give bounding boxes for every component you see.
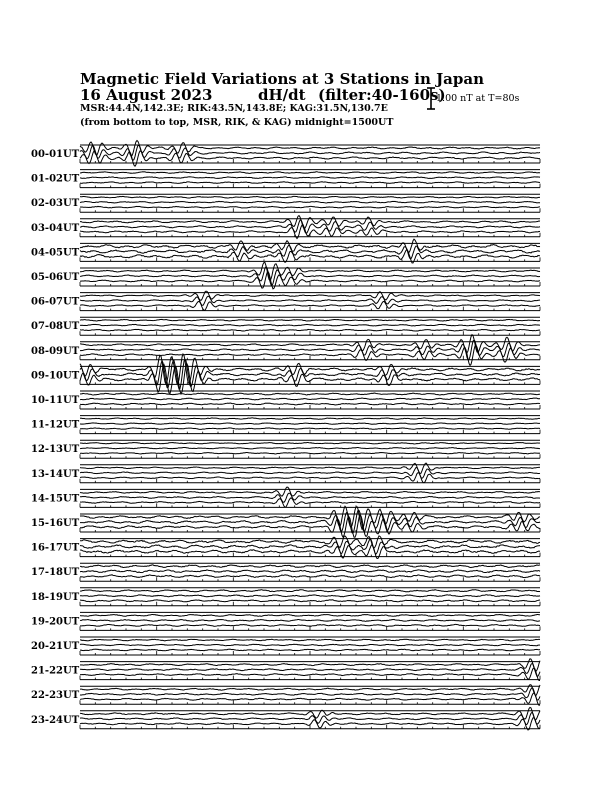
minute-ticks <box>80 454 540 458</box>
trace-rik <box>80 398 540 400</box>
trace-msr <box>80 649 540 651</box>
minute-ticks <box>80 159 540 163</box>
minute-ticks <box>80 356 540 360</box>
minute-ticks <box>80 700 540 704</box>
hour-rows <box>31 141 540 730</box>
trace-msr <box>80 600 540 602</box>
scale-bar <box>427 88 435 109</box>
minute-ticks <box>80 282 540 286</box>
trace-kag <box>80 506 540 529</box>
minute-ticks <box>80 651 540 655</box>
hour-row <box>31 440 540 458</box>
hour-label: 16-17UT <box>31 542 80 554</box>
minute-ticks <box>80 479 540 483</box>
minute-ticks <box>80 626 540 630</box>
hour-label: 10-11UT <box>31 395 80 406</box>
hour-label: 19-20UT <box>31 616 80 628</box>
hour-label: 23-24UT <box>31 714 80 726</box>
trace-msr <box>80 206 540 208</box>
trace-rik <box>80 619 540 621</box>
hour-label: 21-22UT <box>31 665 80 677</box>
minute-ticks <box>80 184 540 188</box>
hour-label: 08-09UT <box>31 345 80 357</box>
trace-kag <box>80 418 540 419</box>
hour-label: 18-19UT <box>31 591 80 603</box>
minute-ticks <box>80 307 540 311</box>
trace-msr <box>80 452 540 453</box>
hour-row <box>31 263 540 289</box>
trace-kag <box>80 614 540 616</box>
hour-row <box>31 563 540 581</box>
minute-ticks <box>80 577 540 581</box>
trace-kag <box>80 239 540 252</box>
trace-kag <box>80 393 540 395</box>
hour-label: 01-02UT <box>31 173 80 185</box>
trace-msr <box>80 345 540 365</box>
trace-rik <box>80 468 540 479</box>
trace-kag <box>80 565 540 568</box>
hour-row <box>31 487 540 507</box>
hour-row <box>31 317 540 335</box>
hour-label: 20-21UT <box>31 641 80 652</box>
hour-row <box>31 216 540 239</box>
minute-ticks <box>80 405 540 409</box>
trace-msr <box>80 403 540 405</box>
trace-rik <box>80 570 540 573</box>
hour-label: 07-08UT <box>31 321 80 333</box>
hour-label: 04-05UT <box>31 247 80 259</box>
hour-label: 06-07UT <box>31 296 80 308</box>
minute-ticks <box>80 725 540 729</box>
minute-ticks <box>80 208 540 212</box>
minute-ticks <box>80 503 540 507</box>
trace-kag <box>80 590 540 592</box>
trace-kag <box>80 263 540 281</box>
hour-row <box>31 637 540 655</box>
minute-ticks <box>80 257 540 261</box>
minute-ticks <box>80 602 540 606</box>
hour-label: 15-16UT <box>31 518 80 529</box>
hour-row <box>31 335 540 366</box>
hour-row <box>31 416 540 434</box>
trace-kag <box>80 319 540 321</box>
trace-rik <box>80 447 540 448</box>
hour-label: 02-03UT <box>31 198 80 210</box>
hour-row <box>31 685 540 706</box>
hour-row <box>31 391 540 409</box>
hour-label: 14-15UT <box>31 493 80 505</box>
hour-label: 03-04UT <box>31 222 80 234</box>
hour-row <box>31 536 540 559</box>
hour-row <box>31 170 540 188</box>
hour-row <box>31 588 540 606</box>
hour-row <box>31 506 540 537</box>
chart-title: Magnetic Field Variations at 3 Stations in Japan <box>80 70 485 88</box>
hour-row <box>31 463 540 483</box>
trace-msr <box>80 428 540 429</box>
station-order-note: (from bottom to top, MSR, RIK, & KAG) midnight=1500UT <box>80 117 394 128</box>
trace-rik <box>80 644 540 646</box>
trace-rik <box>80 493 540 502</box>
trace-msr <box>80 624 540 626</box>
hour-row <box>31 194 540 212</box>
hour-row <box>31 239 540 263</box>
hour-label: 11-12UT <box>31 419 80 431</box>
hour-row <box>31 612 540 630</box>
hour-label: 22-23UT <box>31 690 80 702</box>
hour-label: 00-01UT <box>31 149 80 160</box>
trace-rik <box>80 595 540 597</box>
trace-kag <box>80 639 540 641</box>
hour-row <box>31 141 540 167</box>
minute-ticks <box>80 331 540 335</box>
quantity-label: dH/dt <box>258 86 306 104</box>
trace-kag <box>80 172 540 174</box>
trace-rik <box>80 201 540 203</box>
hour-label: 12-13UT <box>31 444 80 456</box>
trace-rik <box>80 177 540 179</box>
trace-kag <box>80 442 540 443</box>
hour-label: 13-14UT <box>31 468 80 480</box>
trace-msr <box>80 329 540 331</box>
trace-kag <box>80 487 540 496</box>
chart-date: 16 August 2023 <box>80 86 213 104</box>
minute-ticks <box>80 528 540 532</box>
minute-ticks <box>80 430 540 434</box>
trace-rik <box>80 324 540 326</box>
trace-msr <box>80 575 540 578</box>
hour-row <box>31 659 540 681</box>
trace-rik <box>80 423 540 424</box>
trace-rik <box>80 296 540 305</box>
scale-bar-label: 1.00 nT at T=80s <box>436 93 520 104</box>
hour-label: 05-06UT <box>31 272 80 283</box>
trace-kag <box>80 196 540 198</box>
trace-msr <box>80 515 540 537</box>
stations-label: MSR:44.4N,142.3E; RIK:43.5N,143.8E; KAG:31.5N,130.7E <box>80 103 388 114</box>
hour-label: 09-10UT <box>31 370 80 382</box>
minute-ticks <box>80 553 540 557</box>
filter-label: (filter:40-160s) <box>318 86 446 104</box>
hour-label: 17-18UT <box>31 567 80 579</box>
hour-row <box>31 707 540 730</box>
trace-msr <box>80 182 540 184</box>
hour-row <box>31 291 540 310</box>
minute-ticks <box>80 676 540 680</box>
